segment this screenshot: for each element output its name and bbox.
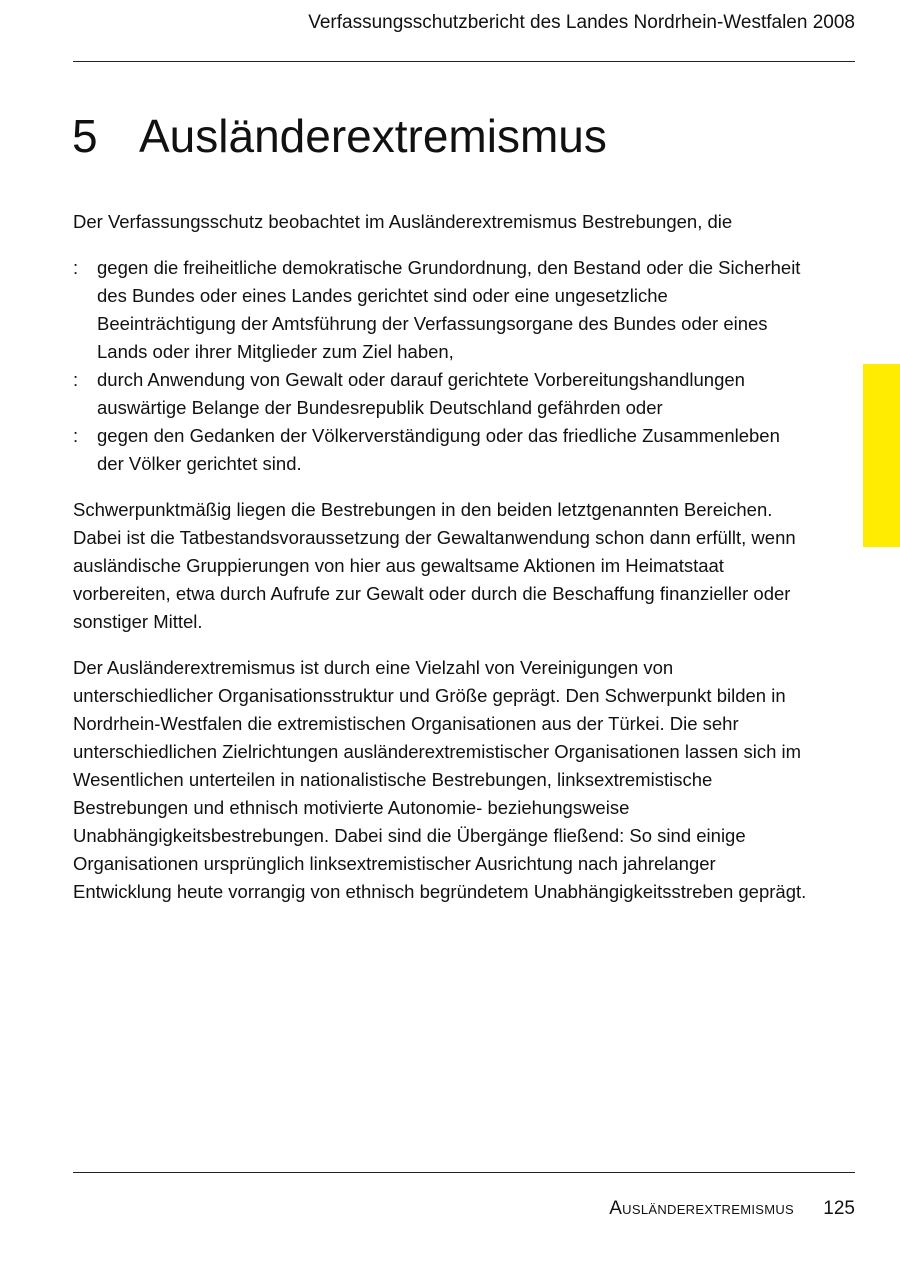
list-item <box>73 422 808 478</box>
bullet-marker: : <box>73 425 79 446</box>
list-item <box>73 366 808 422</box>
footer-section-name: Ausländerextremismus <box>609 1198 795 1219</box>
list-item-text: durch Anwendung von Gewalt oder darauf gerichtete Vorbereitungshandlungen auswärtige Belange der Bundesrepublik Deutschland gefährden oder <box>97 369 745 418</box>
body-paragraph: Der Ausländerextremismus ist durch eine Vielzahl von Vereinigungen von unterschiedlicher Organisationsstruktur und Größe geprägt. Den Schwerpunkt bilden in Nordrhein-Westfalen die extremistischen Organisationen aus der Türkei. Die sehr unterschiedlichen Zielrichtungen ausländerextremistischer Organisationen lassen sich im Wesentlichen unterteilen in nationalistische Bestrebungen, linksextremistische Bestrebungen und ethnisch motivierte Autonomie- beziehungsweise Unabhängigkeitsbestrebungen. Dabei sind die Übergänge fließend: So sind einige Organisationen ursprünglich linksextremistischer Ausrichtung nach jahrelanger Entwicklung heute vorrangig von ethnisch begründetem Unabhängigkeitsstreben geprägt. <box>73 657 807 902</box>
running-header: Verfassungsschutzbericht des Landes Nordrhein-Westfalen 2008 <box>308 12 855 33</box>
list-item-text: gegen den Gedanken der Völkerverständigung oder das friedliche Zusammenleben der Völker gerichtet sind. <box>97 425 780 474</box>
body-paragraph: Schwerpunktmäßig liegen die Bestrebungen in den beiden letztgenannten Bereichen. Dabei ist die Tatbestandsvoraussetzung der Gewaltanwendung schon dann erfüllt, wenn ausländische Gruppierungen von hier aus gewaltsame Aktionen im Heimatstaat vorbereiten, etwa durch Aufrufe zur Gewalt oder durch die Beschaffung finanzieller oder sonstiger Mittel. <box>73 499 796 632</box>
chapter-title-text: Ausländerextremismus <box>139 110 607 162</box>
bullet-marker: : <box>73 257 79 278</box>
footer-divider <box>73 1172 855 1173</box>
chapter-side-tab <box>863 364 900 547</box>
page-number: 125 <box>823 1198 855 1219</box>
bullet-marker: : <box>73 369 79 390</box>
chapter-number: 5 <box>72 110 98 162</box>
chapter-title <box>72 108 607 164</box>
criteria-list <box>73 254 808 478</box>
header-divider <box>73 61 855 62</box>
intro-paragraph: Der Verfassungsschutz beobachtet im Ausländerextremismus Bestrebungen, die <box>73 211 733 232</box>
list-item-text: gegen die freiheitliche demokratische Grundordnung, den Bestand oder die Sicherheit des Bundes oder eines Landes gerichtet sind oder eine ungesetzliche Beeinträchtigung der Amtsführung der Verfassungsorgane des Bundes oder eines Lands oder ihrer Mitglieder zum Ziel haben, <box>97 257 801 362</box>
body-content <box>73 208 808 924</box>
list-item <box>73 254 808 366</box>
page-footer <box>609 1198 855 1220</box>
